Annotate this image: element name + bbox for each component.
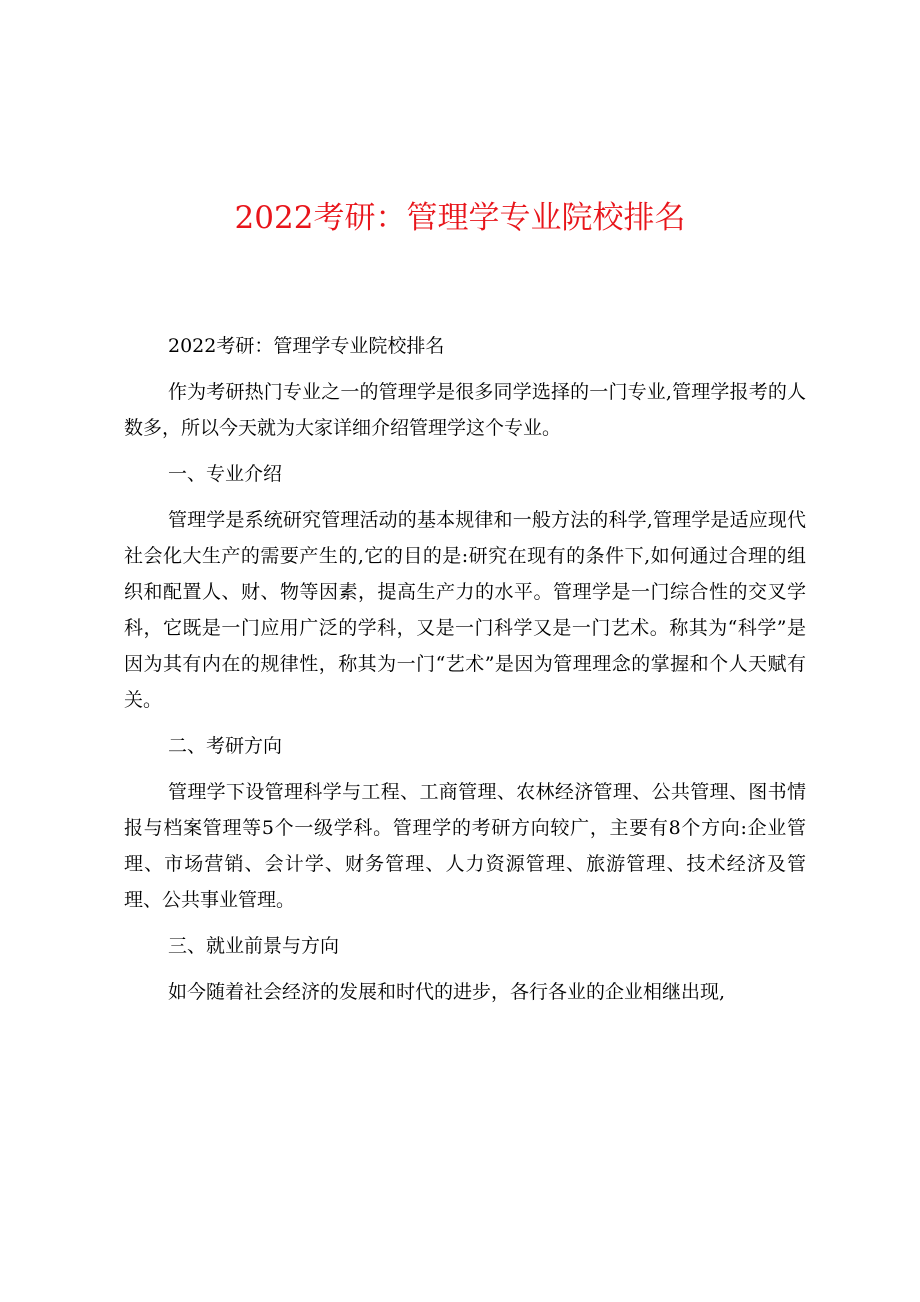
document-body	[124, 328, 806, 1020]
paragraph-subtitle: 2022考研：管理学专业院校排名	[168, 335, 445, 357]
paragraph-major-intro: 管理学是系统研究管理活动的基本规律和一般方法的科学,管理学是适应现代社会化大生产的需要产生的,它的目的是:研究在现有的条件下,如何通过合理的组织和配置人、财、物等因素，提高生产力的水平。管理学是一门综合性的交叉学科，它既是一门应用广泛的学科，又是一门科学又是一门艺术。称其为“科学”是因为其有内在的规律性，称其为一门“艺术”是因为管理理念的掌握和个人天赋有关。	[124, 509, 806, 711]
section-heading-research-direction: 二、考研方向	[168, 735, 283, 757]
paragraph-career-outlook: 如今随着社会经济的发展和时代的进步，各行各业的企业相继出现,	[168, 981, 726, 1003]
section-heading-major-intro: 一、专业介绍	[168, 463, 283, 485]
document-title: 2022考研：管理学专业院校排名	[234, 200, 686, 236]
section-heading-career-outlook: 三、就业前景与方向	[168, 935, 340, 957]
paragraph-intro: 作为考研热门专业之一的管理学是很多同学选择的一门专业,管理学报考的人数多，所以今天就为大家详细介绍管理学这个专业。	[124, 381, 806, 439]
paragraph-research-direction: 管理学下设管理科学与工程、工商管理、农林经济管理、公共管理、图书情报与档案管理等5个一级学科。管理学的考研方向较广，主要有8个方向:企业管理、市场营销、会计学、财务管理、人力资源管理、旅游管理、技术经济及管理、公共事业管理。	[124, 781, 806, 911]
